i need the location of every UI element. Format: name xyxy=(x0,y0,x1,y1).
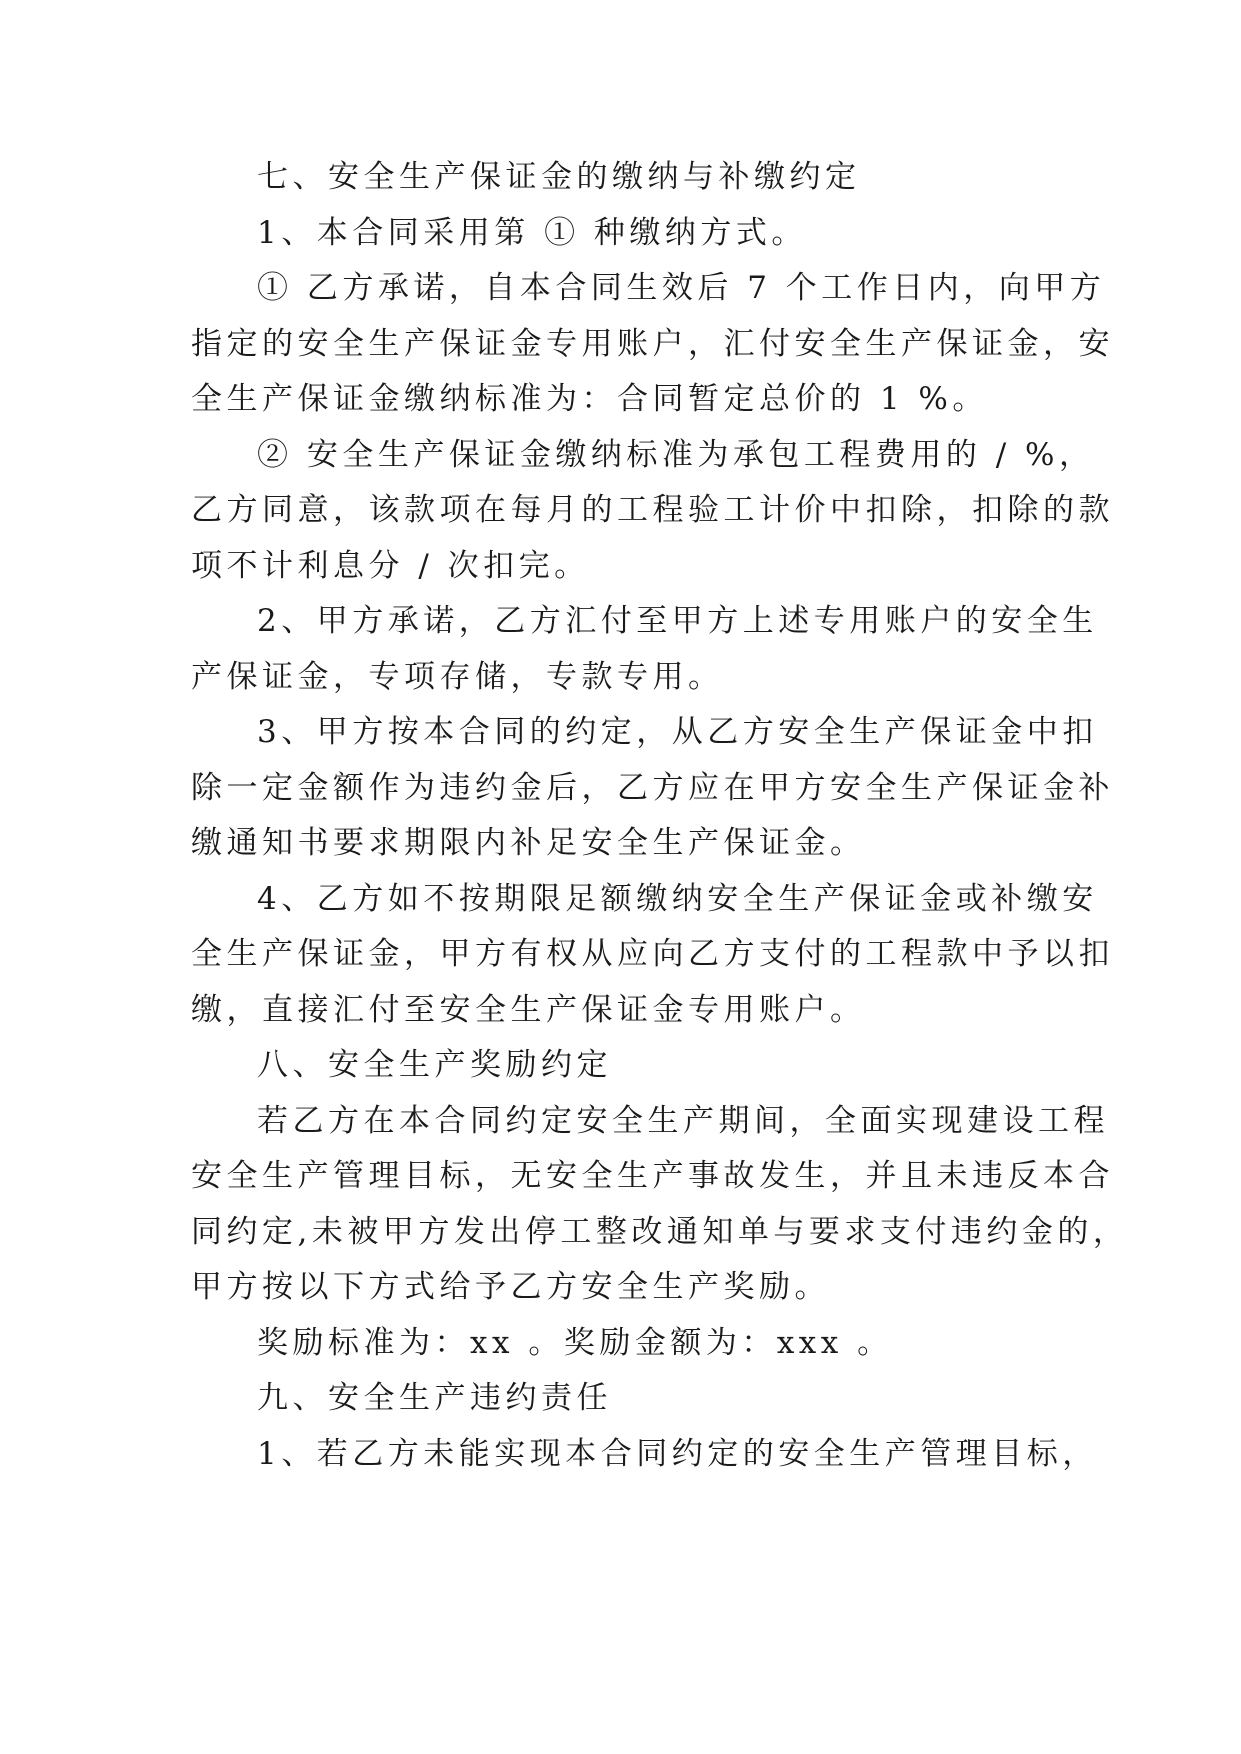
paragraph-line: 项不计利息分 / 次扣完。 xyxy=(191,547,590,584)
section-heading-7: 七、安全生产保证金的缴纳与补缴约定 xyxy=(257,159,861,195)
paragraph-line: 甲方按以下方式给予乙方安全生产奖励。 xyxy=(191,1269,830,1305)
paragraph-line: 缴，直接汇付至安全生产保证金专用账户。 xyxy=(191,991,866,1028)
paragraph-line: 安全生产管理目标，无安全生产事故发生，并且未违反本合 xyxy=(191,1158,1114,1194)
paragraph-line: ② 安全生产保证金缴纳标准为承包工程费用的 / %， xyxy=(257,436,1095,473)
section-heading-9: 九、安全生产违约责任 xyxy=(257,1380,612,1416)
paragraph-line: 全生产保证金，甲方有权从应向乙方支付的工程款中予以扣 xyxy=(191,936,1114,972)
paragraph-line: 全生产保证金缴纳标准为：合同暂定总价的 1 %。 xyxy=(191,381,988,417)
paragraph-line: 4、乙方如不按期限足额缴纳安全生产保证金或补缴安 xyxy=(257,880,1098,917)
paragraph-line: 产保证金，专项存储，专款专用。 xyxy=(191,658,724,695)
paragraph-line: 3、甲方按本合同的约定，从乙方安全生产保证金中扣 xyxy=(257,714,1098,750)
paragraph-line: 1、若乙方未能实现本合同约定的安全生产管理目标， xyxy=(257,1435,1098,1472)
paragraph-line: 同约定,未被甲方发出停工整改通知单与要求支付违约金的， xyxy=(191,1213,1129,1250)
paragraph-line: 若乙方在本合同约定安全生产期间，全面实现建设工程 xyxy=(257,1102,1109,1139)
paragraph-line: 指定的安全生产保证金专用账户，汇付安全生产保证金，安 xyxy=(191,325,1114,362)
paragraph-line: 奖励标准为：xx 。奖励金额为：xxx 。 xyxy=(257,1324,893,1361)
paragraph-line: 缴通知书要求期限内补足安全生产保证金。 xyxy=(191,825,866,861)
paragraph-line: 2、甲方承诺，乙方汇付至甲方上述专用账户的安全生 xyxy=(257,603,1098,639)
paragraph-line: 除一定金额作为违约金后，乙方应在甲方安全生产保证金补 xyxy=(191,769,1114,806)
paragraph-line: 乙方同意，该款项在每月的工程验工计价中扣除，扣除的款 xyxy=(191,492,1114,528)
section-heading-8: 八、安全生产奖励约定 xyxy=(257,1047,612,1083)
paragraph-line: 1、本合同采用第 ① 种缴纳方式。 xyxy=(257,214,807,251)
paragraph-line: ① 乙方承诺，自本合同生效后 7 个工作日内，向甲方 xyxy=(257,270,1106,306)
document-page xyxy=(191,150,1129,1482)
